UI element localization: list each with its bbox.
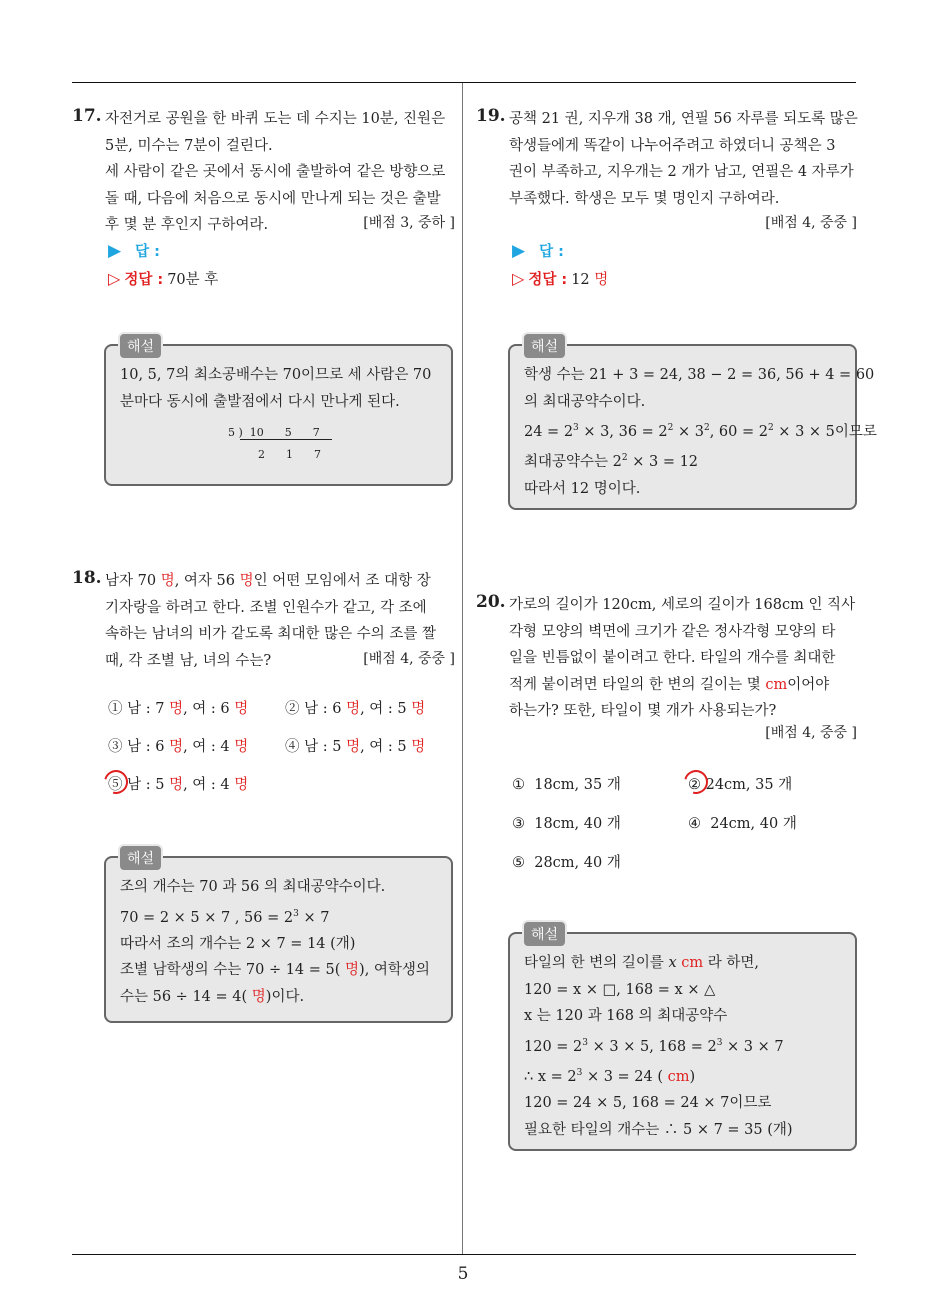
solution-tab: 해설 (118, 332, 163, 360)
correct-answer-row: ▷ 정답 : 12 명 (512, 269, 609, 288)
solution-text: 조의 개수는 70 과 56 의 최대공약수이다. 70 = 2 × 5 × 7 , $56 = 2^3 \times 7$ 따라서 조의 개수는 2 × 7 = 14 (개) 조별 남학생의 수는 70 ÷ 14 = 5( 명), 여학생의 수는 56 ÷ 14 = 4( 명)이다. (120, 879, 430, 1005)
choice-5[interactable]: ⑤ 28cm, 40 개 (512, 855, 621, 871)
choice-4[interactable]: ④ 남 : 5 명, 여 : 5 명 (285, 739, 426, 755)
choice-2[interactable]: ② 24cm, 35 개 (688, 777, 793, 793)
solution-tab: 해설 (522, 920, 567, 948)
division-ladder: 5 ) 10 5 7 2 1 7 (228, 426, 338, 462)
problem-text: 가로의 길이가 120cm, 세로의 길이가 168cm 인 직사 각형 모양의 벽면에 크기가 같은 정사각형 모양의 타 일을 빈틈없이 붙이려고 한다. 타일의 개수를 최대한 적게 붙이려면 타일의 한 변의 길이는 몇 cm이어야 하는가? 또한, 타일이 몇 개가 사용되는가? (509, 597, 856, 719)
problem-18 (72, 568, 455, 678)
problem-19 (476, 106, 857, 236)
problem-number: 20. (476, 592, 506, 612)
problem-number: 17. (72, 106, 102, 126)
choice-3[interactable]: ③ 18cm, 40 개 (512, 816, 621, 832)
score-label: [배점 3, 중하 ] (363, 215, 455, 231)
choice-4[interactable]: ④ 24cm, 40 개 (688, 816, 797, 832)
solution-tab: 해설 (118, 844, 163, 872)
problem-number: 18. (72, 568, 102, 588)
choice-5[interactable]: ⑤ 남 : 5 명, 여 : 4 명 (108, 777, 249, 793)
triangle-outline-icon: ▷ (108, 269, 121, 288)
choice-1[interactable]: ① 남 : 7 명, 여 : 6 명 (108, 701, 249, 717)
solution-box (104, 339, 453, 486)
bottom-rule (72, 1254, 856, 1255)
solution-text: 10, 5, 7의 최소공배수는 70이므로 세 사람은 70 분마다 동시에 출발점에서 다시 만나게 된다. (120, 367, 432, 410)
problem-number: 19. (476, 106, 506, 126)
solution-box (104, 851, 453, 1023)
score-label: [배점 4, 중중 ] (765, 725, 857, 741)
column-divider (462, 83, 463, 1254)
problem-text: 자전거로 공원을 한 바퀴 도는 데 수지는 10분, 진원은 5분, 미수는 7분이 걸린다. 세 사람이 같은 곳에서 동시에 출발하여 같은 방향으로 돌 때, 다음에 처음으로 동시에 만나게 되는 것은 출발 후 몇 분 후인지 구하여라. (105, 111, 446, 233)
answer-input-row[interactable]: ▶ 답 : (108, 241, 160, 261)
page-number: 5 (457, 1264, 469, 1284)
triangle-outline-icon: ▷ (512, 269, 525, 288)
solution-text: 학생 수는 21 + 3 = 24, 38 − 2 = 36, 56 + 4 = 60 의 최대공약수이다. $24 = 2^3 \times 3$, $36 = 2^2 \times 3^2$, $60 = 2^2 \times 3 \times 5$이므로 최대공약수는 $2^2 \times 3 = 12$ 따라서 12 명이다. (524, 367, 877, 497)
solution-box (508, 339, 877, 510)
score-label: [배점 4, 중중 ] (363, 651, 455, 667)
solution-tab: 해설 (522, 332, 567, 360)
score-label: [배점 4, 중중 ] (765, 215, 857, 231)
solution-box (508, 927, 857, 1151)
choice-3[interactable]: ③ 남 : 6 명, 여 : 4 명 (108, 739, 249, 755)
correct-answer-row: ▷ 정답 : 70분 후 (108, 269, 219, 288)
choice-1[interactable]: ① 18cm, 35 개 (512, 777, 621, 793)
problem-text: 남자 70 명, 여자 56 명인 어떤 모임에서 조 대항 장 기자랑을 하려고 한다. 조별 인원수가 같고, 각 조에 속하는 남녀의 비가 같도록 최대한 많은 수의 조를 짤 때, 각 조별 남, 녀의 수는? (105, 573, 437, 669)
problem-text: 공책 21 권, 지우개 38 개, 연필 56 자루를 되도록 많은 학생들에게 똑같이 나누어주려고 하였더니 공책은 3 권이 부족하고, 지우개는 2 개가 남고, 연필은 4 자루가 부족했다. 학생은 모두 몇 명인지 구하여라. (509, 111, 858, 207)
play-icon: ▶ (512, 241, 526, 261)
solution-text: 타일의 한 변의 길이를 x cm 라 하면, 120 = x × □, 168 = x × △ x 는 120 과 168 의 최대공약수 $120 = 2^3 \times 3 \times 5$, $168 = 2^3 \times 3 \times 7$ ∴ $x = 2^3 \times 3 = 24$ ( cm) 120 = 24 × 5, 168 = 24 × 7이므로 필요한 타일의 개수는 ∴ 5 × 7 = 35 (개) (524, 955, 793, 1138)
problem-20 (476, 592, 857, 752)
answer-input-row[interactable]: ▶ 답 : (512, 241, 564, 261)
top-rule (72, 82, 856, 83)
choice-2[interactable]: ② 남 : 6 명, 여 : 5 명 (285, 701, 426, 717)
play-icon: ▶ (108, 241, 122, 261)
